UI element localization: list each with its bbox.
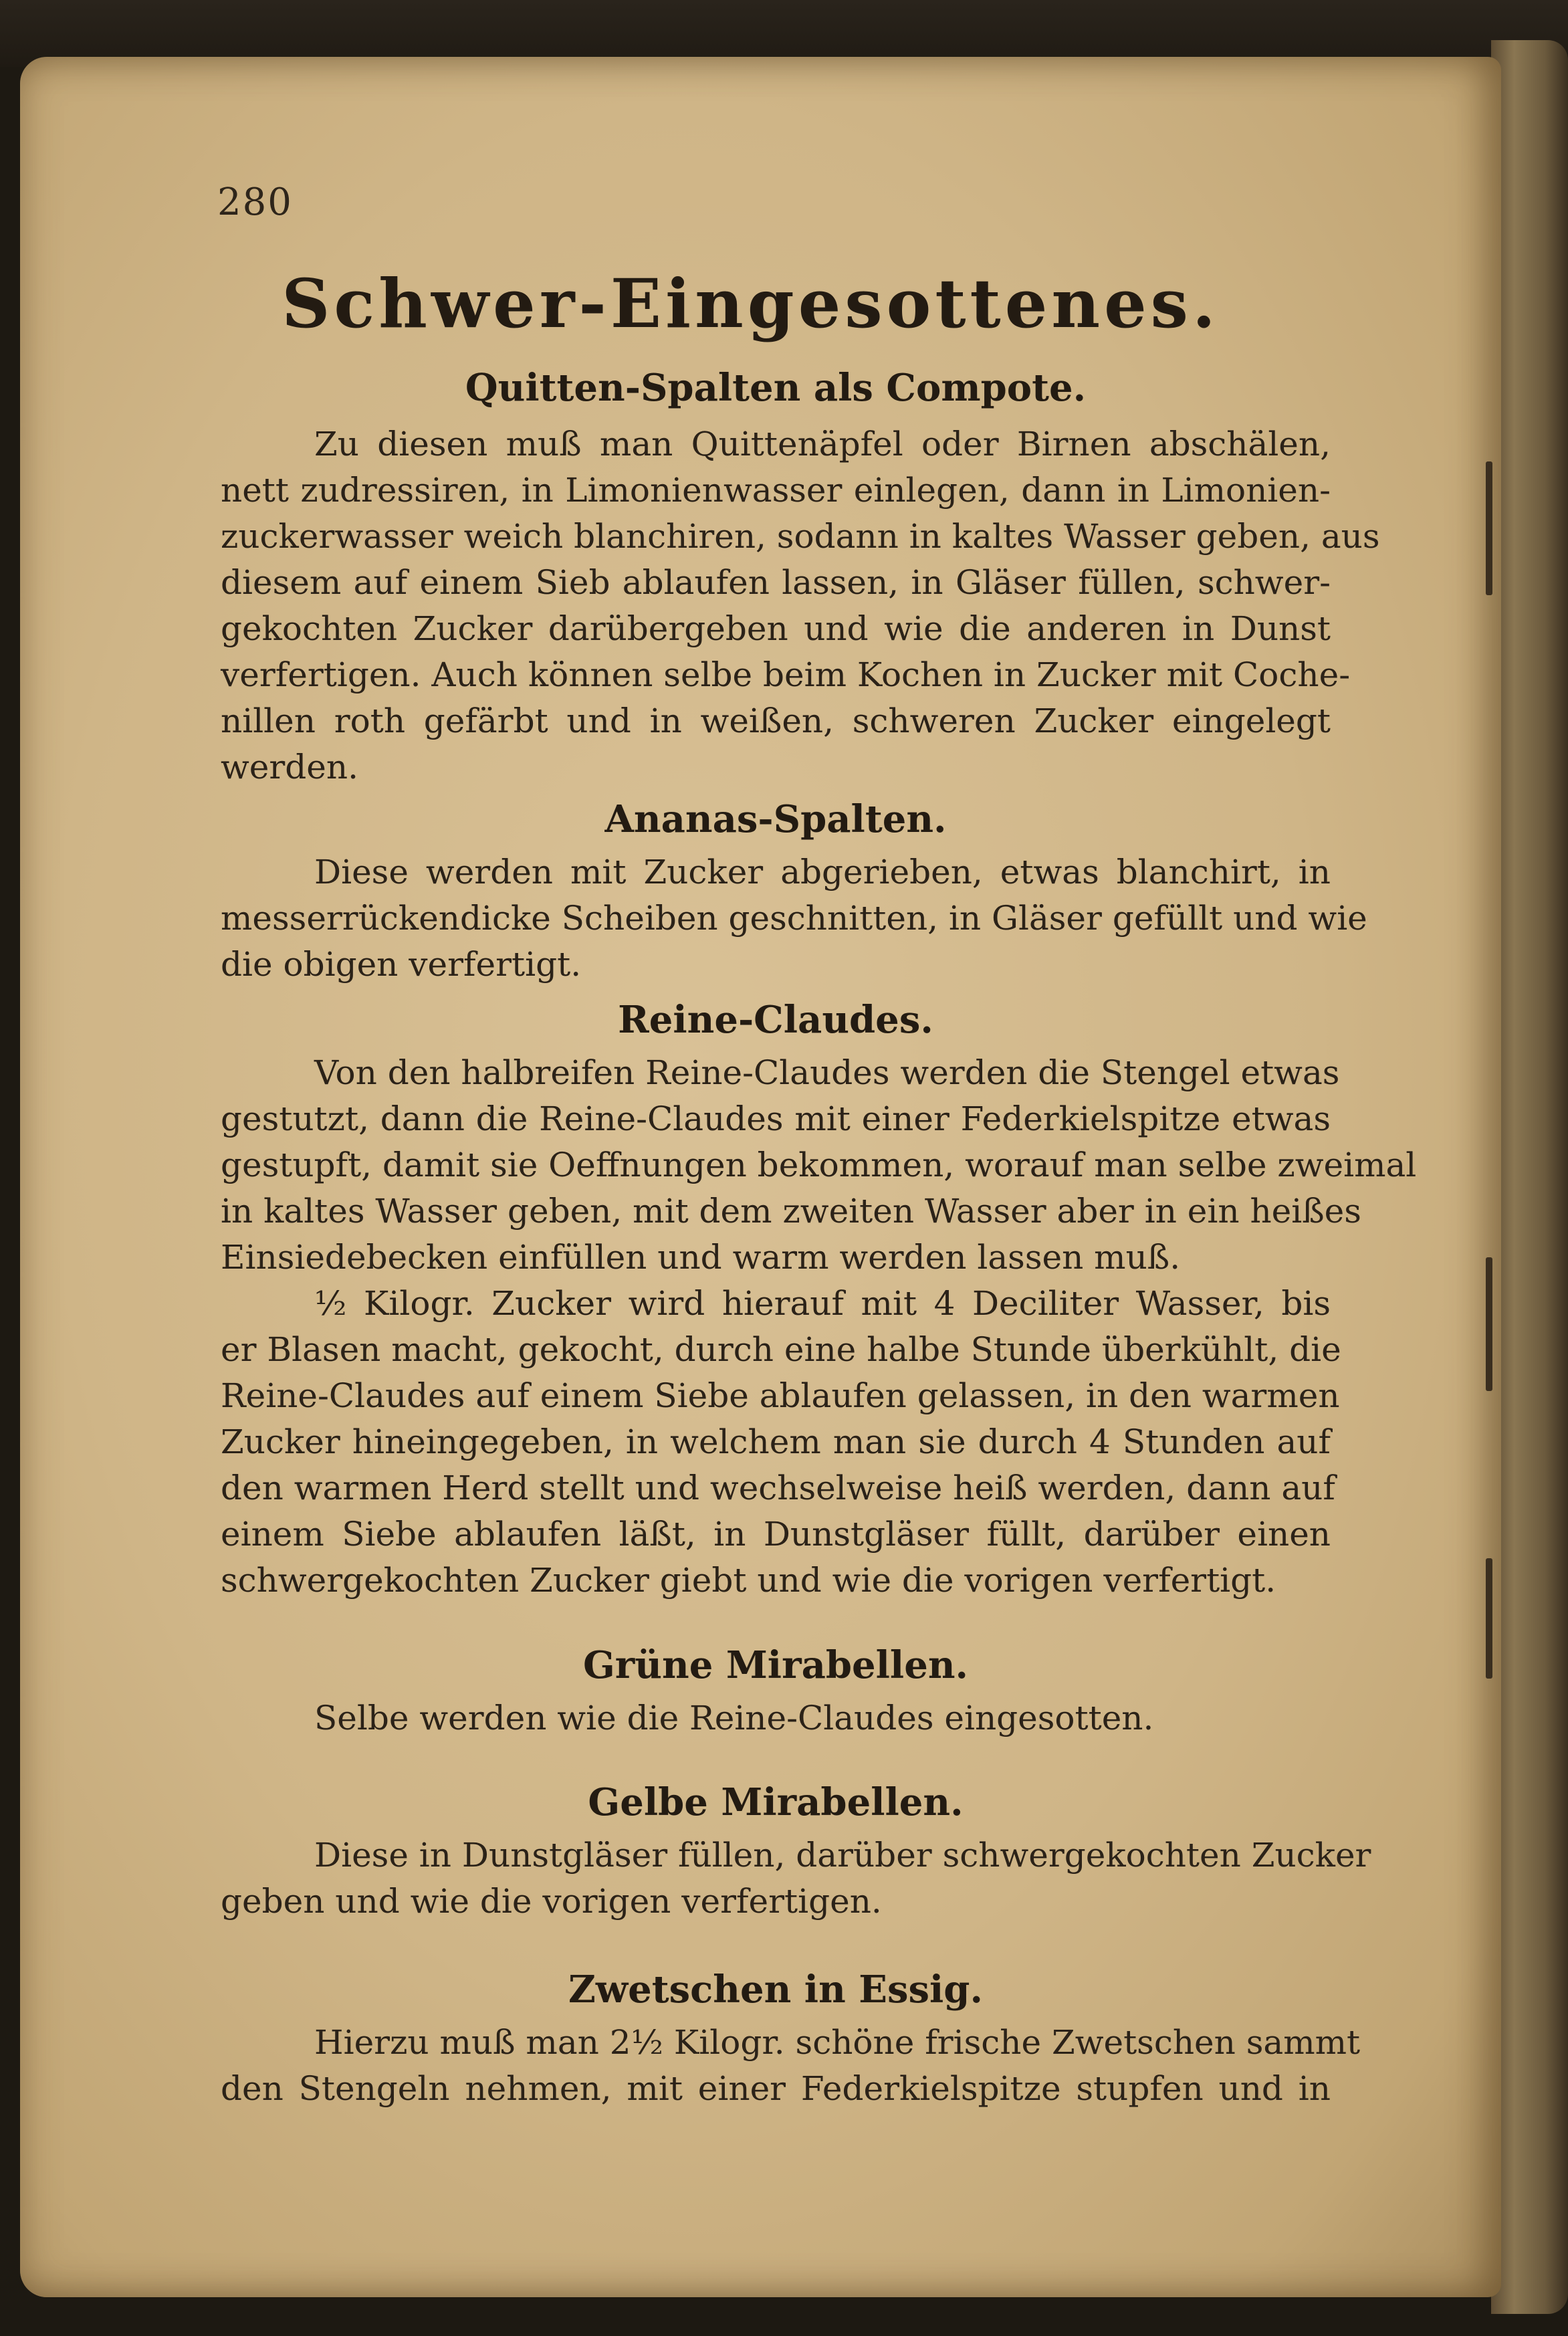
- text-line: geben und wie die vorigen verfertigen.: [221, 1882, 882, 1921]
- text-line: er Blasen macht, gekocht, durch eine halbe Stunde überkühlt, die: [221, 1330, 1341, 1369]
- text-line: ½ Kilogr. Zucker wird hierauf mit 4 Deciliter Wasser, bis: [314, 1284, 1331, 1323]
- book-edge: [1491, 40, 1568, 2314]
- text-line: verfertigen. Auch können selbe beim Kochen in Zucker mit Coche-: [221, 655, 1351, 694]
- section-heading: Reine-Claudes.: [618, 998, 933, 1042]
- section-ananas: [221, 792, 1367, 988]
- page-clip-mark: [1486, 461, 1492, 595]
- section-heading: Gelbe Mirabellen.: [588, 1780, 964, 1824]
- section-reine-claudes: [221, 993, 1417, 1604]
- text-line: Zucker hineingegeben, in welchem man sie durch 4 Stunden auf: [221, 1422, 1331, 1461]
- section-heading: Quitten-Spalten als Compote.: [465, 366, 1087, 410]
- paragraph: [221, 1832, 1371, 1925]
- paragraph: [221, 1695, 1331, 1741]
- text-line: die obigen verfertigt.: [221, 945, 582, 984]
- page-clip-mark: [1486, 1558, 1492, 1679]
- text-line: den warmen Herd stellt und wechselweise heiß werden, dann auf: [221, 1469, 1335, 1507]
- text-line: diesem auf einem Sieb ablaufen lassen, in Gläser füllen, schwer-: [221, 563, 1331, 602]
- section-zwetschen: [221, 1963, 1361, 2112]
- text-line: Diese in Dunstgläser füllen, darüber schwergekochten Zucker: [314, 1836, 1371, 1875]
- paragraph: [221, 421, 1380, 790]
- section-heading: Ananas-Spalten.: [604, 797, 947, 841]
- text-line: schwergekochten Zucker giebt und wie die vorigen verfertigt.: [221, 1561, 1276, 1600]
- text-line: Von den halbreifen Reine-Claudes werden die Stengel etwas: [314, 1053, 1340, 1092]
- text-line: gestutzt, dann die Reine-Claudes mit einer Federkielspitze etwas: [221, 1099, 1331, 1138]
- text-line: werden.: [221, 748, 358, 786]
- text-line: Hierzu muß man 2½ Kilogr. schöne frische Zwetschen sammt: [314, 2023, 1361, 2062]
- text-line: zuckerwasser weich blanchiren, sodann in kaltes Wasser geben, aus: [221, 517, 1380, 556]
- text-line: den Stengeln nehmen, mit einer Federkielspitze stupfen und in: [221, 2069, 1331, 2108]
- text-line: nett zudressiren, in Limonienwasser einlegen, dann in Limonien-: [221, 471, 1331, 510]
- text-line: Einsiedebecken einfüllen und warm werden lassen muß.: [221, 1238, 1181, 1277]
- section-gruene-mirabellen: [221, 1638, 1331, 1741]
- section-quitten: [221, 361, 1380, 790]
- text-line: nillen roth gefärbt und in weißen, schweren Zucker eingelegt: [221, 702, 1331, 740]
- text-line: Zu diesen muß man Quittenäpfel oder Birnen abschälen,: [314, 425, 1331, 463]
- chapter-title: Schwer-Eingesottenes.: [282, 264, 1220, 343]
- text-line: Diese werden mit Zucker abgerieben, etwas blanchirt, in: [314, 853, 1331, 891]
- section-heading: Zwetschen in Essig.: [568, 1968, 983, 2012]
- text-line: einem Siebe ablaufen läßt, in Dunstgläser füllt, darüber einen: [221, 1515, 1331, 1554]
- text-line: in kaltes Wasser geben, mit dem zweiten Wasser aber in ein heißes: [221, 1192, 1361, 1231]
- text-line: gestupft, damit sie Oeffnungen bekommen, worauf man selbe zweimal: [221, 1146, 1417, 1184]
- paragraph: [221, 1050, 1417, 1281]
- text-line: Selbe werden wie die Reine-Claudes eingesotten.: [314, 1699, 1154, 1737]
- section-gelbe-mirabellen: [221, 1776, 1371, 1925]
- text-line: Reine-Claudes auf einem Siebe ablaufen gelassen, in den warmen: [221, 1376, 1340, 1415]
- text-line: gekochten Zucker darübergeben und wie die anderen in Dunst: [221, 609, 1331, 648]
- section-heading: Grüne Mirabellen.: [582, 1643, 969, 1687]
- page-number: 280: [217, 181, 293, 224]
- text-line: messerrückendicke Scheiben geschnitten, in Gläser gefüllt und wie: [221, 899, 1367, 938]
- page-clip-mark: [1486, 1257, 1492, 1391]
- paragraph: [221, 1281, 1341, 1604]
- paragraph: [221, 849, 1367, 988]
- paragraph: [221, 2020, 1361, 2112]
